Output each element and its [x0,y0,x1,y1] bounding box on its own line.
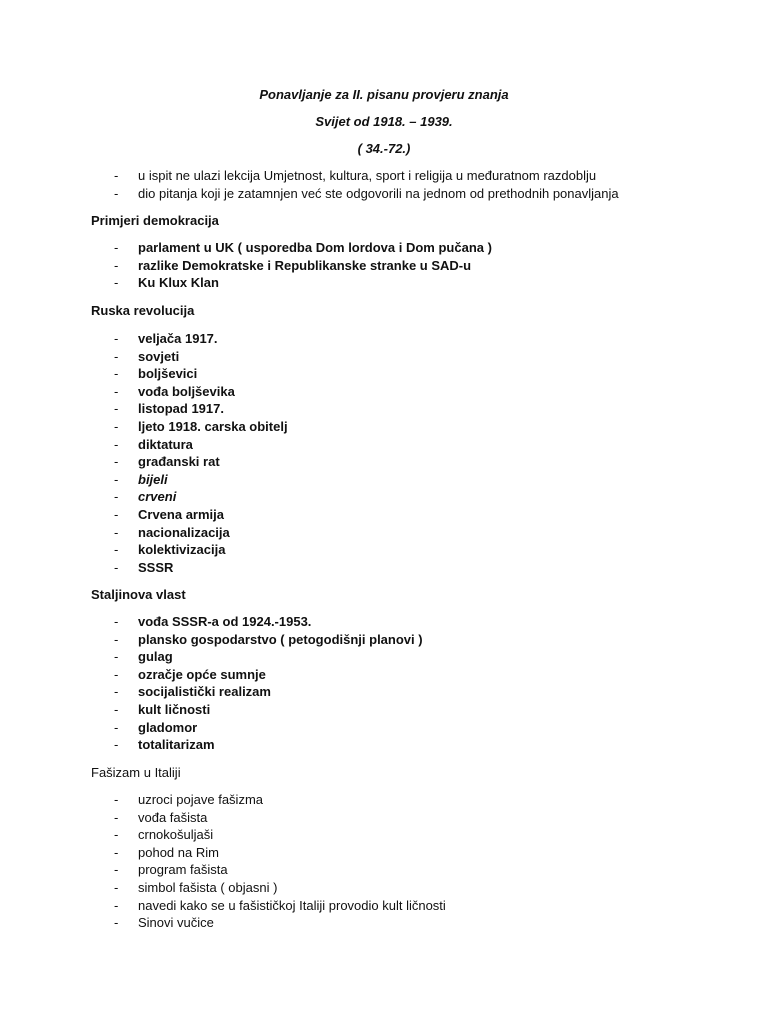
bullet-dash: - [114,185,119,201]
list-item-text: Ku Klux Klan [138,275,219,291]
list-item [0,791,768,809]
list-item [0,613,768,631]
list-item [0,274,768,292]
section-heading-demokracija: Primjeri demokracija [91,213,219,228]
bullet-dash: - [114,331,119,346]
bullet-dash: - [114,666,119,682]
list-item-text: pohod na Rim [138,844,219,860]
list-item [0,719,768,737]
list-item [0,330,768,348]
list-item-text: listopad 1917. [138,401,224,417]
list-item-text: SSSR [138,559,174,575]
bullet-dash: - [114,418,119,434]
list-item [0,879,768,897]
list-item [0,257,768,275]
bullet-dash: - [114,684,119,700]
list-item-text: uzroci pojave fašizma [138,792,263,807]
bullet-dash: - [114,436,119,452]
list-item-text: vođa fašista [138,809,208,825]
list-item [0,666,768,684]
list-item [0,559,768,577]
list-item [0,365,768,383]
section-list-demokracija [0,239,768,292]
list-item-text: crveni [138,489,177,505]
list-item [0,524,768,542]
list-item [0,683,768,701]
bullet-dash: - [114,614,119,629]
section-list-staljinova-vlast [0,613,768,754]
section-list-fasizam [0,791,768,932]
bullet-dash: - [114,649,119,665]
list-item-text: gulag [138,649,173,665]
list-item-text: navedi kako se u fašističkoj Italiji provodio kult ličnosti [138,897,446,913]
list-item-text: ljeto 1918. carska obitelj [138,418,288,434]
list-item [0,453,768,471]
bullet-dash: - [114,489,119,505]
bullet-dash: - [114,809,119,825]
bullet-dash: - [114,737,119,753]
list-item-text: totalitarizam [138,737,215,753]
section-heading-fasizam: Fašizam u Italiji [91,765,181,780]
list-item-text: bijeli [138,471,168,487]
section-list-ruska-revolucija [0,330,768,576]
list-item [0,418,768,436]
list-item-text: diktatura [138,436,193,452]
list-item-text: nacionalizacija [138,524,230,540]
list-item-text: ozračje opće sumnje [138,666,266,682]
list-item [0,541,768,559]
bullet-dash: - [114,897,119,913]
list-item [0,348,768,366]
list-item-text: veljača 1917. [138,331,218,346]
bullet-dash: - [114,701,119,717]
list-item-text: socijalistički realizam [138,684,271,700]
bullet-dash: - [114,792,119,807]
bullet-dash: - [114,401,119,417]
bullet-dash: - [114,631,119,647]
list-item [0,701,768,719]
page-range: ( 34.-72.) [357,141,411,156]
bullet-dash: - [114,275,119,291]
section-heading-staljinova-vlast: Staljinova vlast [91,587,186,602]
list-item-text: plansko gospodarstvo ( petogodišnji planovi ) [138,631,423,647]
list-item [0,844,768,862]
bullet-dash: - [114,719,119,735]
document-title: Ponavljanje za II. pisanu provjeru znanja [259,87,509,102]
list-item [0,185,768,203]
list-item-text: građanski rat [138,454,220,470]
list-item-text: kult ličnosti [138,701,211,717]
list-item-text: vođa boljševika [138,383,235,399]
bullet-dash: - [114,240,119,255]
list-item [0,914,768,932]
bullet-dash: - [114,844,119,860]
list-item-text: parlament u UK ( usporedba Dom lordova i Dom pučana ) [138,240,492,255]
list-item [0,826,768,844]
list-item [0,736,768,754]
list-item [0,383,768,401]
list-item-text: dio pitanja koji je zatamnjen već ste odgovorili na jednom od prethodnih ponavljanja [138,185,619,201]
list-item [0,631,768,649]
bullet-dash: - [114,862,119,878]
list-item-text: gladomor [138,719,198,735]
list-item [0,471,768,489]
bullet-dash: - [114,827,119,843]
list-item-text: vođa SSSR-a od 1924.-1953. [138,614,312,629]
bullet-dash: - [114,879,119,895]
list-item-text: crnokošuljaši [138,827,214,843]
list-item [0,897,768,915]
list-item-text: Sinovi vučice [138,915,214,931]
bullet-dash: - [114,915,119,931]
bullet-dash: - [114,366,119,382]
list-item [0,167,768,185]
list-item [0,239,768,257]
bullet-dash: - [114,168,119,183]
bullet-dash: - [114,348,119,364]
list-item [0,506,768,524]
bullet-dash: - [114,524,119,540]
list-item [0,436,768,454]
list-item-text: program fašista [138,862,228,878]
list-item-text: u ispit ne ulazi lekcija Umjetnost, kultura, sport i religija u međuratnom razdoblju [138,168,597,183]
section-heading-ruska-revolucija: Ruska revolucija [91,303,195,318]
list-item-text: kolektivizacija [138,542,226,558]
bullet-dash: - [114,559,119,575]
list-item-text: Crvena armija [138,506,224,522]
bullet-dash: - [114,454,119,470]
bullet-dash: - [114,542,119,558]
list-item [0,861,768,879]
document-subtitle: Svijet od 1918. – 1939. [315,114,453,129]
bullet-dash: - [114,257,119,273]
bullet-dash: - [114,383,119,399]
bullet-dash: - [114,506,119,522]
list-item-text: sovjeti [138,348,180,364]
list-item-text: razlike Demokratske i Republikanske stranke u SAD-u [138,257,472,273]
list-item [0,809,768,827]
list-item [0,400,768,418]
list-item [0,648,768,666]
list-item-text: boljševici [138,366,198,382]
bullet-dash: - [114,471,119,487]
list-item [0,488,768,506]
intro-list [0,167,768,202]
list-item-text: simbol fašista ( objasni ) [138,879,278,895]
